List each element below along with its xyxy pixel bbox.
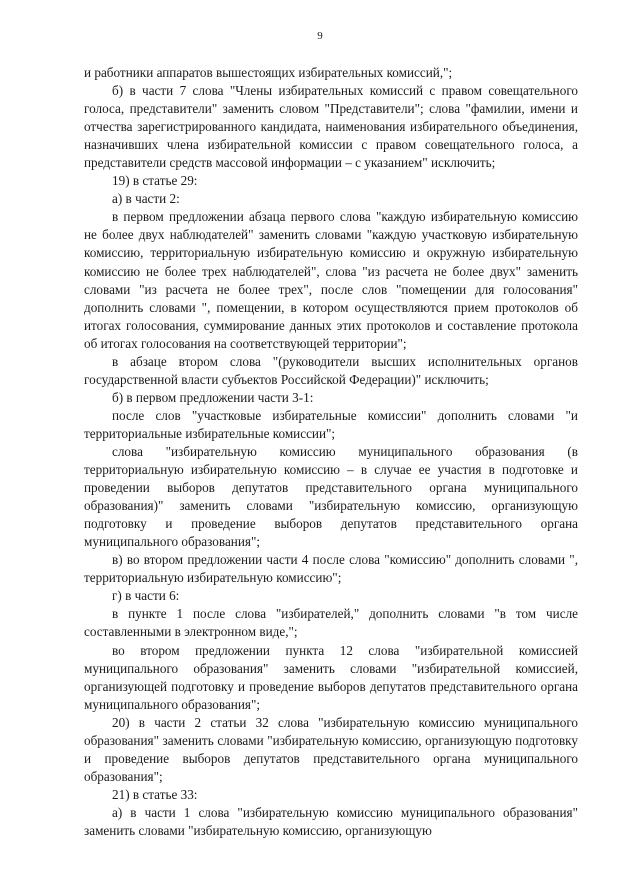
paragraph: и работники аппаратов вышестоящих избирательных комиссий,"; [84, 65, 453, 80]
paragraph: в первом предложении абзаца первого слова "каждую избирательную комиссию не более двух наблюдателей" заменить словами "каждую участковую избирательную комиссию, территориальную избирательную комиссию и окружную избирательную комиссию не более трех наблюдателей", слова "из расчета не более двух" заменить словами "из расчета не более трех", после слов "помещении для голосования" дополнить словами ", помещении, в котором осуществляются прием протоколов об итогах голосования, суммирование данных этих протоколов и составление протокола об итогах голосования на соответствующей территории"; [84, 209, 578, 351]
paragraph: а) в части 2: [112, 191, 180, 207]
document-body [84, 64, 578, 840]
paragraph: 19) в статье 29: [112, 173, 198, 189]
paragraph: слова "избирательную комиссию муниципального образования (в территориальную избирательную комиссию – в случае ее участия в подготовке и проведении выборов депутатов представительного органа муниципального образования)" заменить словами "избирательную комиссию, организующую подготовку и проведение выборов депутатов представительного органа муниципального образования"; [84, 443, 578, 550]
paragraph: 21) в статье 33: [112, 786, 198, 802]
page-number: 9 [317, 30, 323, 42]
paragraph: во втором предложении пункта 12 слова "избирательной комиссией муниципального образования" заменить словами "избирательной комиссией, организующей подготовку и проведение выборов депутатов представительного органа муниципального образования"; [84, 642, 578, 712]
paragraph: в) во втором предложении части 4 после слова "комиссию" дополнить словами ", территориальную избирательную комиссию"; [84, 552, 578, 586]
paragraph: б) в части 7 слова "Члены избирательных комиссий с правом совещательного голоса, представители" заменить словом "Представители"; слова "фамилии, имени и отчества зарегистрированного кандидата, наименования избирательного объединения, назначивших члена избирательной комиссии с правом совещательного голоса, а представители средств массовой информации – с указанием" исключить; [84, 83, 578, 171]
paragraph: после слов "участковые избирательные комиссии" дополнить словами "и территориальные избирательные комиссии"; [84, 407, 578, 441]
paragraph: в абзаце втором слова "(руководители высших исполнительных органов государственной власти субъектов Российской Федерации)" исключить; [84, 353, 578, 387]
paragraph: в пункте 1 после слова "избирателей," дополнить словами "в том числе составленными в электронном виде,"; [84, 606, 578, 640]
paragraph: г) в части 6: [112, 588, 180, 604]
paragraph: 20) в части 2 статьи 32 слова "избирательную комиссию муниципального образования" заменить словами "избирательную комиссию, организующую подготовку и проведение выборов депутатов представительного органа муниципального образования"; [84, 714, 578, 784]
paragraph: б) в первом предложении части 3-1: [112, 389, 314, 405]
paragraph: а) в части 1 слова "избирательную комиссию муниципального образования" заменить словами "избирательную комиссию, организующую [84, 804, 578, 838]
